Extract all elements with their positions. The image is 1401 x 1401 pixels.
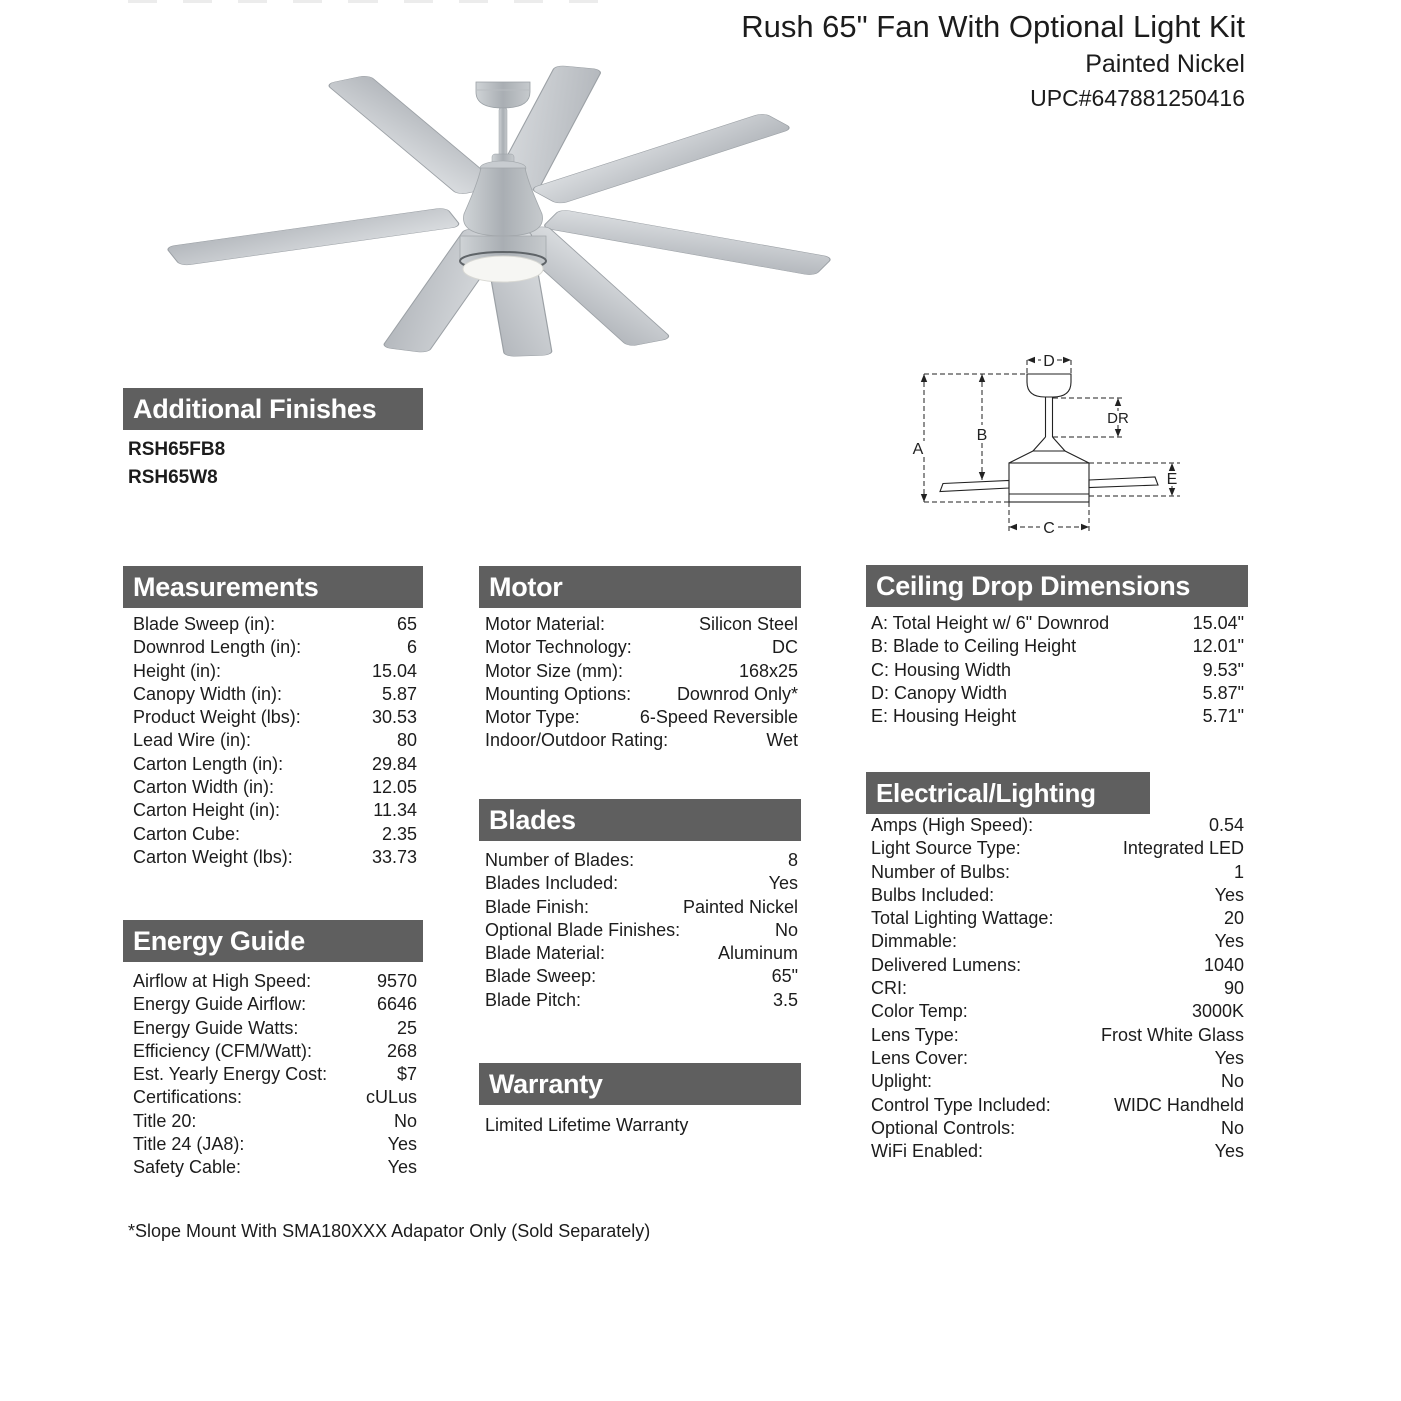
dimension-diagram: [900, 345, 1210, 555]
spec-label: Downrod Length (in):: [133, 637, 302, 658]
spec-row: [123, 613, 423, 636]
spec-row: [479, 989, 801, 1012]
spec-value: Yes: [387, 1157, 417, 1178]
spec-row: [123, 1017, 423, 1040]
spec-value: Silicon Steel: [698, 614, 798, 634]
spec-row: [123, 753, 423, 776]
spec-row: [866, 1117, 1248, 1140]
fan-canopy: [476, 82, 530, 108]
spec-label: Blade Finish:: [485, 896, 590, 917]
spec-value: Painted Nickel: [682, 896, 798, 917]
spec-label: Control Type Included:: [871, 1094, 1051, 1115]
dim-label-dr: DR: [1107, 410, 1129, 427]
spec-label: Amps (High Speed):: [871, 815, 1034, 835]
fan-downrod: [499, 108, 507, 160]
spec-row: [866, 1094, 1248, 1117]
section-electrical-lighting: [866, 772, 1248, 1163]
fan-light-lens: [463, 256, 543, 282]
spec-row: [866, 682, 1248, 705]
spec-label: Carton Width (in):: [133, 777, 275, 798]
spec-label: Motor Technology:: [485, 637, 632, 658]
spec-value: Yes: [1214, 931, 1244, 952]
motor-header: Motor: [479, 566, 801, 608]
fan-product-photo: [130, 50, 890, 360]
spec-row: [479, 706, 801, 729]
spec-row: [866, 861, 1248, 884]
spec-label: Bulbs Included:: [871, 884, 995, 905]
section-measurements: [123, 566, 423, 869]
spec-value: 5.87": [1202, 682, 1244, 703]
spec-label: E: Housing Height: [871, 706, 1017, 727]
section-ceiling-drop: [866, 565, 1248, 728]
spec-label: Optional Controls:: [871, 1117, 1016, 1138]
spec-row: [479, 613, 801, 636]
spec-value: 12.05: [371, 777, 417, 798]
spec-label: Color Temp:: [871, 1001, 968, 1022]
spec-value: Integrated LED: [1122, 838, 1244, 859]
spec-value: 11.34: [373, 800, 417, 821]
spec-value: 25: [396, 1017, 417, 1038]
dim-label-d: D: [1043, 353, 1055, 370]
spec-value: Yes: [387, 1134, 417, 1155]
spec-row: [866, 814, 1248, 837]
spec-row: [866, 1047, 1248, 1070]
spec-value: DC: [772, 637, 798, 658]
spec-label: Motor Material:: [485, 614, 606, 634]
spec-label: Motor Type:: [485, 707, 580, 728]
spec-value: 90: [1223, 978, 1244, 999]
spec-row: [123, 1063, 423, 1086]
spec-label: Blade Sweep:: [485, 966, 597, 987]
spec-value: Wet: [766, 730, 798, 751]
spec-row: [866, 837, 1248, 860]
spec-value: 12.01": [1192, 636, 1244, 657]
spec-label: B: Blade to Ceiling Height: [871, 636, 1077, 657]
spec-value: 5.87: [381, 683, 417, 704]
spec-label: Product Weight (lbs):: [133, 707, 301, 728]
spec-row: [123, 993, 423, 1016]
spec-label: Title 20:: [133, 1110, 197, 1131]
spec-row: [123, 660, 423, 683]
finish-name: Painted Nickel: [1085, 50, 1245, 78]
spec-row: [123, 823, 423, 846]
dim-label-b: B: [976, 427, 988, 444]
spec-row: [866, 1024, 1248, 1047]
finish-sku: RSH65W8: [128, 467, 218, 488]
spec-label: Delivered Lumens:: [871, 954, 1022, 975]
spec-value: $7: [396, 1064, 417, 1085]
spec-label: Number of Bulbs:: [871, 861, 1011, 882]
spec-label: Height (in):: [133, 660, 222, 681]
spec-row: [866, 1000, 1248, 1023]
measurements-table: [123, 608, 423, 869]
spec-row: [123, 970, 423, 993]
spec-label: CRI:: [871, 978, 907, 999]
spec-value: 65: [396, 614, 417, 634]
spec-row: [123, 683, 423, 706]
electrical-lighting-table: [866, 814, 1248, 1163]
spec-label: Carton Height (in):: [133, 800, 281, 821]
spec-value: 29.84: [371, 753, 417, 774]
warranty-header: Warranty: [479, 1063, 801, 1105]
spec-label: Airflow at High Speed:: [133, 971, 312, 991]
spec-value: 168x25: [738, 660, 798, 681]
spec-label: Lead Wire (in):: [133, 730, 252, 751]
spec-row: [123, 776, 423, 799]
spec-value: 15.04: [371, 660, 417, 681]
spec-label: Carton Length (in):: [133, 753, 284, 774]
spec-row: [866, 977, 1248, 1000]
spec-row: [479, 942, 801, 965]
blades-header: Blades: [479, 799, 801, 841]
spec-label: Indoor/Outdoor Rating:: [485, 730, 669, 751]
section-energy-guide: [123, 920, 423, 1180]
spec-value: 0.54: [1208, 815, 1244, 835]
spec-label: Safety Cable:: [133, 1157, 242, 1178]
spec-label: Dimmable:: [871, 931, 958, 952]
finish-sku: RSH65FB8: [128, 439, 226, 460]
spec-row: [479, 872, 801, 895]
spec-value: Aluminum: [717, 943, 798, 964]
spec-row: [866, 1070, 1248, 1093]
spec-value: 65": [771, 966, 798, 987]
spec-label: Blade Sweep (in):: [133, 614, 276, 634]
dim-label-a: A: [912, 441, 924, 458]
spec-value: 9570: [376, 971, 417, 991]
spec-row: [866, 612, 1248, 635]
spec-label: Energy Guide Airflow:: [133, 994, 307, 1015]
spec-label: Light Source Type:: [871, 838, 1021, 859]
spec-value: Yes: [1214, 1047, 1244, 1068]
spec-value: No: [774, 919, 798, 940]
section-warranty: [479, 1063, 801, 1136]
spec-label: C: Housing Width: [871, 659, 1012, 680]
dimension-arrowheads: [921, 357, 1175, 530]
spec-label: Est. Yearly Energy Cost:: [133, 1064, 328, 1085]
electrical-lighting-header: Electrical/Lighting: [866, 772, 1150, 814]
spec-value: 20: [1223, 908, 1244, 929]
spec-row: [123, 1156, 423, 1179]
spec-value: 268: [386, 1040, 417, 1061]
spec-row: [123, 799, 423, 822]
spec-label: Efficiency (CFM/Watt):: [133, 1040, 313, 1061]
finish-sku-list: [128, 436, 423, 492]
spec-label: Energy Guide Watts:: [133, 1017, 299, 1038]
measurements-header: Measurements: [123, 566, 423, 608]
spec-value: 6-Speed Reversible: [639, 707, 798, 728]
spec-row: [123, 636, 423, 659]
spec-label: A: Total Height w/ 6" Downrod: [871, 613, 1110, 633]
blades-table: [479, 841, 801, 1012]
spec-row: [866, 930, 1248, 953]
spec-row: [866, 884, 1248, 907]
spec-row: [479, 965, 801, 988]
section-additional-finishes: [123, 388, 423, 492]
spec-label: Uplight:: [871, 1071, 933, 1092]
page-title: Rush 65" Fan With Optional Light Kit: [741, 9, 1245, 44]
spec-value: No: [393, 1110, 417, 1131]
spec-label: Lens Cover:: [871, 1047, 969, 1068]
spec-value: 1: [1233, 861, 1244, 882]
ceiling-drop-header: Ceiling Drop Dimensions: [866, 565, 1248, 607]
spec-value: Frost White Glass: [1100, 1024, 1244, 1045]
spec-row: [123, 1086, 423, 1109]
spec-row: [479, 636, 801, 659]
spec-value: Yes: [1214, 884, 1244, 905]
spec-row: [123, 706, 423, 729]
spec-row: [123, 846, 423, 869]
spec-row: [123, 1040, 423, 1063]
spec-row: [866, 1140, 1248, 1163]
section-blades: [479, 799, 801, 1012]
spec-value: Yes: [768, 873, 798, 894]
spec-value: 5.71": [1202, 706, 1244, 727]
spec-row: [479, 683, 801, 706]
spec-label: Motor Size (mm):: [485, 660, 624, 681]
energy-guide-table: [123, 962, 423, 1180]
spec-value: 2.35: [381, 823, 417, 844]
spec-row: [866, 907, 1248, 930]
spec-label: Optional Blade Finishes:: [485, 919, 681, 940]
additional-finishes-header: Additional Finishes: [123, 388, 423, 430]
spec-label: Canopy Width (in):: [133, 683, 283, 704]
spec-label: Title 24 (JA8):: [133, 1134, 245, 1155]
spec-row: [479, 919, 801, 942]
spec-row: [479, 660, 801, 683]
spec-label: Blade Material:: [485, 943, 606, 964]
upc-code: UPC#647881250416: [1030, 85, 1245, 111]
spec-value: 6646: [376, 994, 417, 1015]
spec-label: D: Canopy Width: [871, 682, 1008, 703]
spec-label: Certifications:: [133, 1087, 243, 1108]
spec-value: 33.73: [371, 846, 417, 867]
spec-label: Lens Type:: [871, 1024, 959, 1045]
spec-label: Carton Weight (lbs):: [133, 846, 293, 867]
spec-label: Total Lighting Wattage:: [871, 908, 1054, 929]
spec-label: Mounting Options:: [485, 683, 632, 704]
spec-row: [866, 659, 1248, 682]
spec-value: No: [1220, 1117, 1244, 1138]
spec-label: Carton Cube:: [133, 823, 241, 844]
spec-value: WIDC Handheld: [1113, 1094, 1244, 1115]
slope-mount-footnote: *Slope Mount With SMA180XXX Adapator Only (Sold Separately): [128, 1221, 651, 1241]
cropped-logo-remnant: [128, 0, 598, 5]
spec-row: [123, 1133, 423, 1156]
spec-value: 1040: [1203, 954, 1244, 975]
spec-label: Number of Blades:: [485, 850, 635, 870]
spec-label: Blade Pitch:: [485, 989, 582, 1010]
spec-value: 15.04": [1192, 613, 1244, 633]
warranty-text: Limited Lifetime Warranty: [485, 1115, 689, 1135]
spec-row: [866, 705, 1248, 728]
spec-value: 8: [787, 850, 798, 870]
dim-label-c: C: [1043, 520, 1055, 537]
section-motor: [479, 566, 801, 753]
spec-value: cULus: [365, 1087, 417, 1108]
spec-row: [479, 729, 801, 752]
ceiling-drop-table: [866, 607, 1248, 728]
spec-row: [866, 954, 1248, 977]
spec-value: 3000K: [1191, 1001, 1244, 1022]
spec-row: [479, 896, 801, 919]
motor-table: [479, 608, 801, 753]
spec-value: 80: [396, 730, 417, 751]
dim-label-e: E: [1166, 471, 1178, 488]
spec-value: No: [1220, 1071, 1244, 1092]
spec-label: WiFi Enabled:: [871, 1141, 984, 1162]
spec-row: [479, 849, 801, 872]
spec-value: 30.53: [371, 707, 417, 728]
spec-value: Downrod Only*: [676, 683, 798, 704]
energy-guide-header: Energy Guide: [123, 920, 423, 962]
spec-row: [123, 1110, 423, 1133]
spec-row: [123, 729, 423, 752]
spec-value: Yes: [1214, 1141, 1244, 1162]
spec-label: Blades Included:: [485, 873, 619, 894]
spec-row: [866, 635, 1248, 658]
spec-value: 6: [406, 637, 417, 658]
spec-value: 9.53": [1202, 659, 1244, 680]
spec-value: 3.5: [772, 989, 798, 1010]
